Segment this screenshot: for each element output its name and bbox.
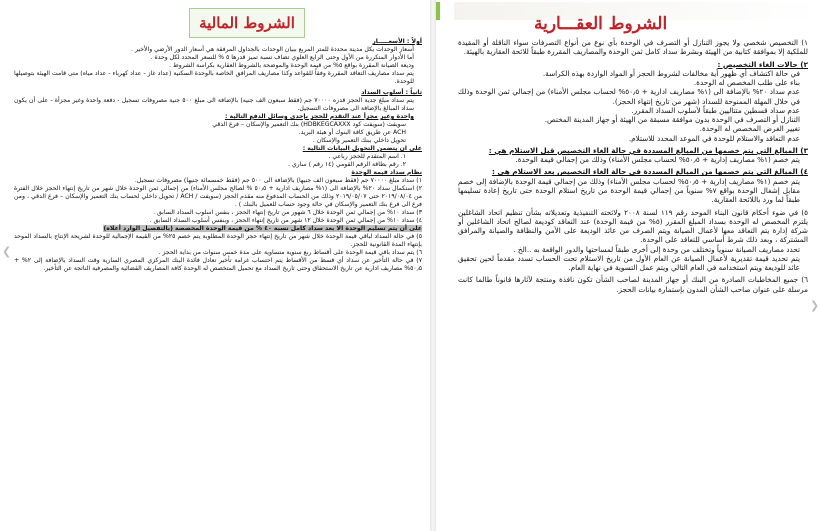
cancellation-item: تغيير الغرض المخصص له الوحدة.	[699, 124, 800, 134]
cancellation-item: التنازل أو التصرف في الوحدة بدون موافقة مسبقة من الهيئة أو جهاز المدينة المختص.	[544, 115, 800, 125]
deductions-after-body: يتم خصم (١% مصاريف إدارية + ٥٠٫٥% لحساب مجلس الأمناء) وذلك من إجمالي قيمة الوحدة بالإضافة إلى خصم مقابل إشغال الوحدة بواقع ٧% سنوياً من إجمالي قيمة الوحدة من تاريخ استلام الوحدة حتى تاريخ إعادة تسليمها طبقاً لما ورد باللائحة العقارية.	[458, 176, 801, 205]
real-estate-terms-body	[458, 38, 808, 294]
transfer-data-item: ٢. رقم بطاقة الرقم القومي (١٤ رقم ) ساري .	[287, 161, 406, 168]
price-line: وديعة الصيانة المقررة بواقع ٥% من قيمة الوحدة والموضحة بالشروط العقارية بكراسة الشروط .	[169, 62, 414, 69]
financial-terms-body	[14, 38, 422, 273]
deductions-after-heading: ٤) المبالغ التي يتم خصمها من المبالغ المسددة في حالة الغاء التخصيص بعد الاستلام هي :	[491, 167, 808, 177]
cancellation-item: في حالة اكتشاف أي ظهور أية مخالفات لشروط الحجز أو المواد الواردة بهذه الكراسة.	[542, 68, 800, 78]
payment-line: واحدة وغير مجزأ عند التقدم للحجز بإحدى وسائل الدفع التالية :	[224, 113, 414, 120]
price-line: أسعار الوحدات بكل مدينة محددة للمتر المربع ببيان الوحدات بالجداول المرفقة هي أسعار الدور الأرضي والأخير .	[131, 46, 414, 53]
prices-heading: أولاً : الأسعـــــار	[372, 38, 422, 45]
payment-plan-heading: نظام سداد قيمة الوحدة	[351, 169, 422, 176]
cancellation-item: عدم سداد ٢٠% بالإضافة الى (١% مصاريف ادارية + ٥٠٫٥% لحساب مجلس الأمناء) من إجمالي ثمن الوحدة وذلك في خلال المهلة الممنوحة للسداد (شهر من تاريخ إنتهاء الحجز).	[458, 87, 800, 106]
payment-method: تحويل داخلي ببنك التعمير والإسكان .	[312, 137, 406, 144]
cancellation-item: عدم سداد قسطين متتاليين طبقاً لأسلوب السداد المقرر.	[631, 105, 800, 115]
real-estate-terms-title-box	[454, 2, 820, 34]
transfer-data-item: ١. اسم المتقدم للحجز رباعي .	[328, 153, 406, 160]
left-arrow-icon: ❮	[2, 245, 12, 258]
plan-item: ٦) يتم سداد باقي قيمة الوحدة على أقساط ربع سنوية متساوية على مدة خمس سنوات من بداية الحجز .	[158, 249, 422, 256]
payment-method: ACH عن طريق كافة البنوك أو هيئة البريد.	[298, 129, 406, 136]
correspondence-item: ٦) جميع المخاطبات الصادرة من البنك أو جهاز المدينة لصاحب الشأن تكون نافذة ومنتجة لآثارها قانوناً طالما كانت مرسلة على عنوان صاحب الشأن المدون بإستمارة بيانات الحجز.	[458, 275, 808, 294]
payment-heading: ثانياً : أسلوب السداد	[361, 89, 422, 96]
financial-terms-title-box	[189, 8, 305, 38]
plan-item: ١) سداد مبلغ ٧٠٠٠٠ جم (فقط سبعون الف جنيها) بالإضافة الى ٥٠٠ جم (فقط خمسمائة جنيها) مصروفات تسجيل.	[134, 177, 422, 184]
price-line: أما الأدوار المتكررة من الأول وحتى الرابع العلوي تضاف نسبة تميز قدرها ٥ % للسعر المحدد لكل وحدة .	[150, 54, 414, 61]
payment-method: سويفت (سويفت كود HDBKEGCAXXX) بنك التعمير والإسكان – فرع الدقي	[212, 121, 406, 128]
plan-item: ٥) في حالة السداد لباقي قيمة الوحدة خلال شهر من تاريخ إنتهاء حجز الوحدة المطلوبة يتم خصم ٢٥% من القيمة الإجمالية للوحدة لشريحة الإنتاج بالسداد الموحد بإنتهاء المدة القانونية للحجز.	[14, 233, 422, 248]
deductions-before-body: يتم خصم (١% مصاريف إدارية + ٥٠٫٥% لحساب مجلس الأمناء) وذلك من إجمالي قيمة الوحدة.	[515, 155, 800, 165]
plan-item: ٣) سداد ١٠% من إجمالي ثمن الوحدة خلال ٦ شهور من تاريخ إنتهاء الحجز ، بنفس اسلوب السداد السابق .	[153, 209, 422, 216]
price-line: يتم سداد مصاريف التعاقد المقررة وفقاً للقواعد وكذا مصاريف المرافق الخاصة بالوحدة السكنية (عداد غاز - عداد كهرباء - عداد مياه) متى قامت الهيئة بتوصيلها للوحدة.	[14, 70, 414, 85]
maintenance-subitem: تحدد مصاريف الصيانة سنوياً وتختلف من وحدة إلى أخرى طبقاً لمساحتها والدور الواقعة به ..الخ .	[513, 244, 800, 254]
financial-terms-title: الشروط المالية	[199, 14, 295, 32]
plan-item: ٢) استكمال سداد ٢٠% بالإضافة الى (١% مصاريف ادارية + ٥٠٫٥ % لصالح مجلس الأمناء) من إجمالي ثمن الوحدة خلال شهر من تاريخ إنتهاء الحجز خلال الفترة من ٢٠١٩/٠٨/٠٤ حتى ٢٠١٩/٠٥/٠٧ وذلك من الحساب المدفوع منه مقدم الحجز (سويفت / ACH / تحويل داخلي لحساب بنك التعمير والإسكان – فرع الدقي ، ومن فرع الى فرع بنك التعمير والإسكان في حالة وجود حساب للعميل بالبنك ) .	[14, 185, 423, 208]
cancellation-item: عدم التعاقد والاستلام للوحدة في الموعد المحدد للاستلام.	[628, 133, 800, 143]
plan-item: ٤) سداد ١٠% من إجمالي ثمن الوحدة خلال ١٢ شهر من تاريخ إنتهاء الحجز ، وبنفس أسلوب السداد السابق .	[149, 217, 422, 224]
deductions-before-heading: ٣) المبالغ التي يتم خصمها من المبالغ المسددة في حالة الغاء التخصيص قبل الاستلام هي :	[488, 145, 808, 155]
real-estate-terms-title: الشروط العقـــارية	[534, 14, 668, 34]
terms-item: ١) التخصيص شخصي ولا يجوز التنازل أو التصرف في الوحدة بأي نوع من أنواع التصرفات سواء الناقلة أو المقيدة للملكية إلا بموافقة كتابية من الهيئة وبشرط سداد كامل ثمن الوحدة والمصاريف المقررة طبقاً للائحة العقارية بالهيئة.	[458, 38, 808, 57]
cancellation-heading: ٢) حالات الغاء التخصيص :	[717, 59, 808, 69]
payment-line: يتم سداد مبلغ جدية الحجز قدره ٧٠٠٠٠ جم (فقط سبعون الف جنيه) بالإضافة الى مبلغ ٥٠٠ جنية مصروفات تسجيل - دفعة واحدة وغير مجزأة - على أن يكون سداد المبالغ بالإضافة الى مصروفات التسجيل.	[14, 97, 414, 112]
real-estate-terms-page	[436, 0, 820, 531]
cancellation-item: بناء على طلب المخصص له الوحدة.	[693, 78, 800, 88]
right-arrow-icon: ❯	[810, 299, 820, 312]
transfer-data-heading: على ان يتضمن التحويل البيانات التالية :	[302, 145, 422, 152]
handover-highlight: على أن يتم تسليم الوحدة الا بعد سداد كامل نسبة ٤٠ % من قيمة الوحدة المخصصة (بالتفصيل الوارد أعلاه)	[103, 225, 422, 232]
maintenance-item: ٥) في ضوء أحكام قانون البناء الموحد رقم ١١٩ لسنة ٢٠٠٨ ولائحته التنفيذية وتعديلاته بشأن تنظيم اتحاد الشاغلين يلتزم المخصص له الوحدة بسداد المبلغ المقرر (٥% من قيمة الوحدة) عند التعاقد كوديعة لصالح اتحاد الشاغلين أو شركة إدارة يتم التعاقد معها لأعمال الصيانة ويتم الصرف من عائد الوديعة على الأمن والنظافة والصيانة والمرافق المشتركة ، وبعد ذلك شرط أساسي للتعاقد على الوحدة.	[458, 207, 809, 245]
plan-item: ٧) في حالة التأخير عن سداد أي قسط من الأقساط يتم احتساب غرامة تأخير تعادل فائدة البنك المركزي المصري السارية وقت السداد بالإضافة إلى ٢% + ٥٠٫٥% مصاريف ادارية عن تاريخ الاستحقاق وحتى تاريخ السداد مع تحميل المتخصص له الوحدة كافة المصاريف القضائية والمصرفية الناتجة عن التأخير.	[14, 257, 422, 272]
maintenance-subitem: يتم تحديد قيمة تقديرية لأعمال الصيانة عن العام الأول من تاريخ الاستلام تحت الحساب تسدد مقدماً لحين تحقيق عائد للوديعة ويتم استخدامه في العام التالي ويتم عمل التسوية في نهاية العام.	[458, 253, 800, 273]
